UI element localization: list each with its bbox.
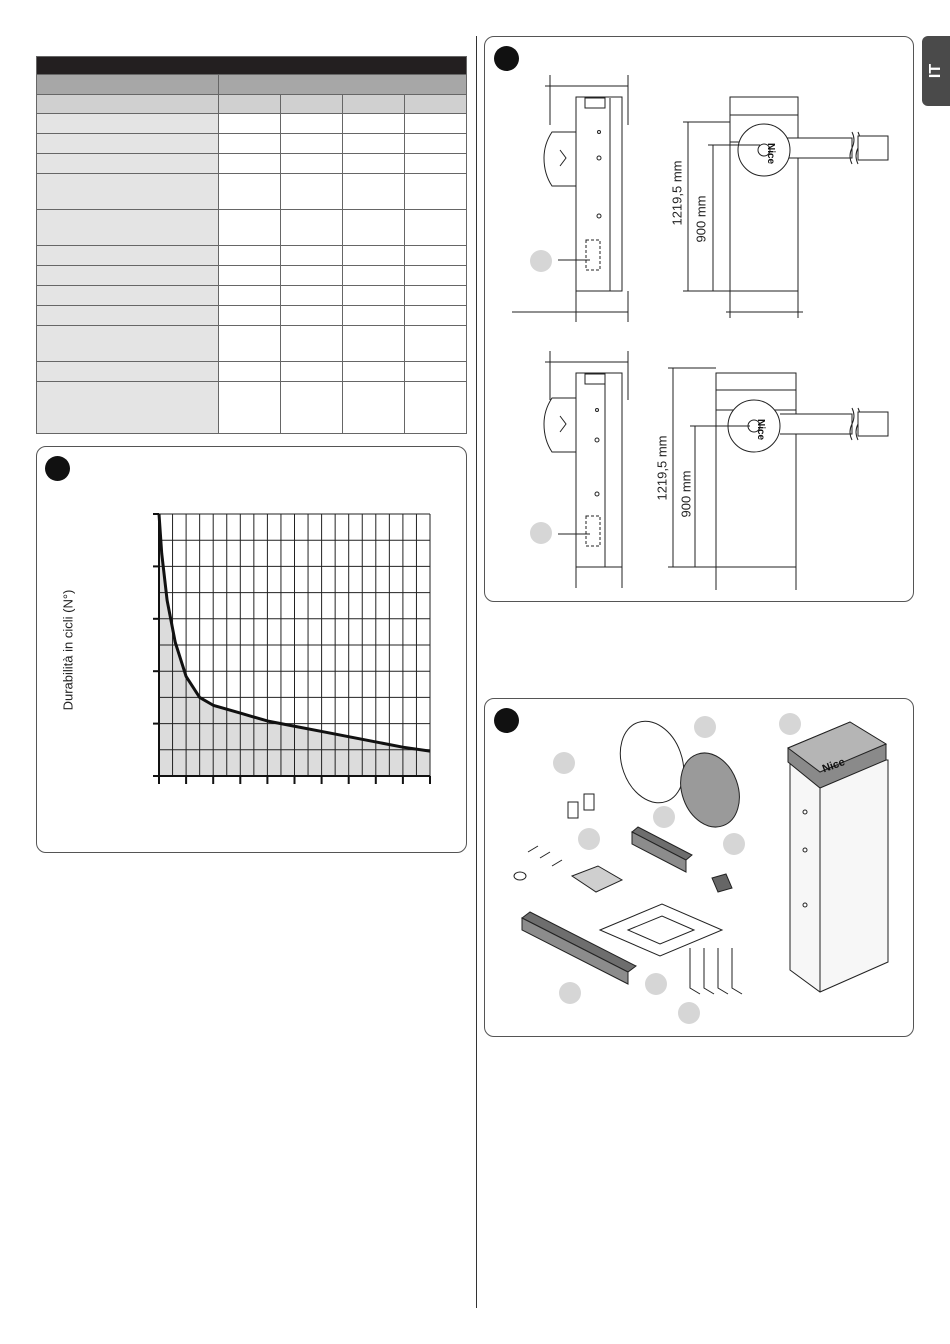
- callout-circle: [694, 716, 716, 738]
- callout-circle: [653, 806, 675, 828]
- callout-circle: [553, 752, 575, 774]
- callout-circle: [578, 828, 600, 850]
- dimension-total-height: 1219,5 mm: [669, 160, 685, 226]
- chart-y-axis-label: Durabilità in cicli (N°): [60, 589, 76, 711]
- callout-circle: [779, 713, 801, 735]
- language-tab-label: IT: [927, 63, 944, 79]
- dimension-total-height: 1219,5 mm: [654, 435, 670, 501]
- cover-logo: Nice: [765, 143, 776, 165]
- callout-circle: [645, 973, 667, 995]
- callout-circle: [723, 833, 745, 855]
- cover-logo: Nice: [755, 419, 766, 441]
- cabinet-logo: Nice: [820, 756, 847, 776]
- dimension-pivot-height: 900 mm: [693, 195, 709, 243]
- callout-circle: [678, 1002, 700, 1024]
- dimension-pivot-height: 900 mm: [678, 470, 694, 518]
- callout-circle: [559, 982, 581, 1004]
